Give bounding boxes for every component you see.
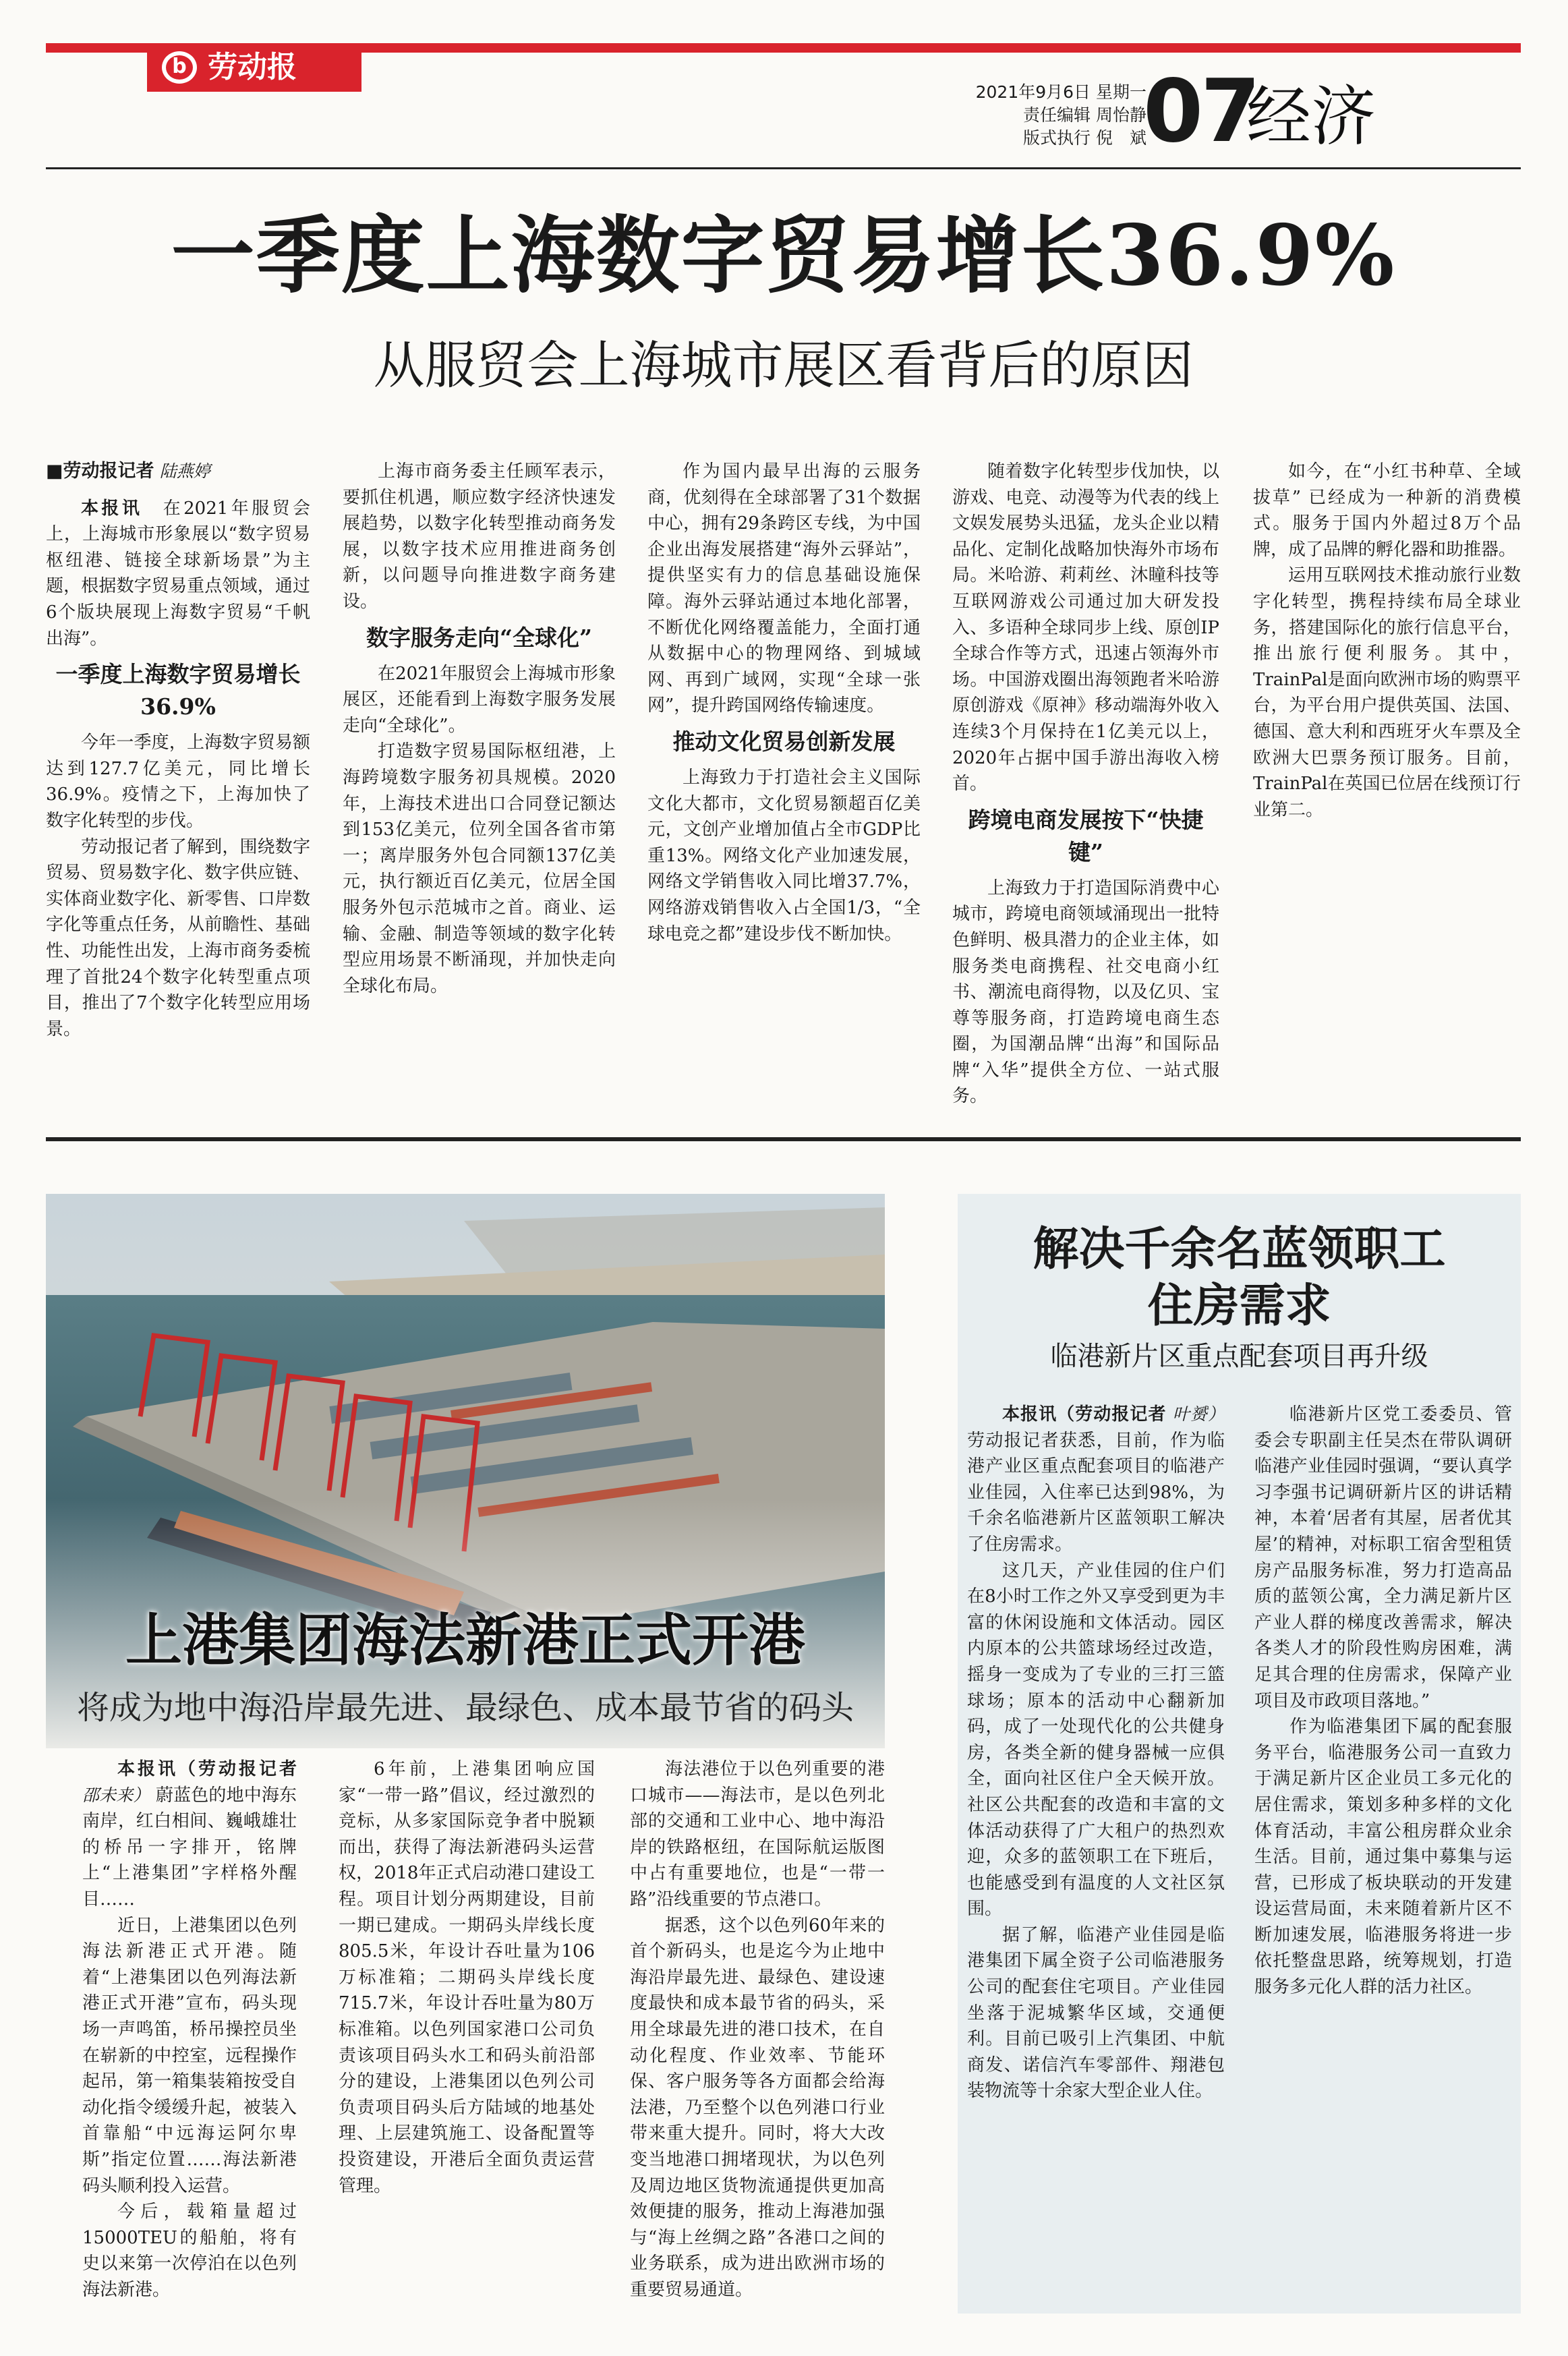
article2-lead-label: 本报讯（劳动报记者 <box>117 1759 297 1779</box>
newspaper-logo <box>147 43 361 92</box>
article2-lead-name: 邵未来） <box>82 1785 150 1805</box>
article3-headline-line2: 住房需求 <box>1147 1279 1331 1333</box>
article1-subhead: 从服贸会上海城市展区看背后的原因 <box>373 335 1194 395</box>
issue-date: 2021年9月6日 星期一 <box>975 82 1146 102</box>
logo-mark-icon: b <box>162 51 197 84</box>
article1-p9: 随着数字化转型步伐加快，以游戏、电竞、动漫等为代表的线上文娱发展势头迅猛，龙头企业以精品化、定制化战略加快海外市场布局。米哈游、莉莉丝、沐瞳科技等互联网游戏公司通过加大研发投入、多语种全球同步上线、原创IP全球合作等方式，迅速占领海外市场。中国游戏圈出海领跑者米哈游原创游戏《原神》移动端海外收入连续3个月保持在1亿美元以上，2020年占据中国手游出海收入榜首。 <box>952 461 1219 795</box>
article2-col1 <box>82 1756 297 2303</box>
logo-text: 劳动报 <box>208 50 297 84</box>
article3-col1 <box>967 1402 1225 2104</box>
issue-designer: 版式执行 倪 斌 <box>1023 128 1146 148</box>
article2-p3: 今后，载箱量超过15000TEU的船舶，将有史以来第一次停泊在以色列海法新港。 <box>82 2202 297 2300</box>
article3-p1: 劳动报记者获悉，目前，作为临港产业区重点配套项目的临港产业佳园，入住率已达到98%，为千余名临港新片区蓝领职工解决了住房需求。 <box>967 1430 1225 1555</box>
section-name: 经济 <box>1246 79 1376 154</box>
article1-p6: 打造数字贸易国际枢纽港，上海跨境数字服务初具规模。2020年，上海技术进出口合同登记额达到153亿美元，位列全国各省市第一；离岸服务外包合同额137亿美元，执行额近百亿美元，位居全国服务外包示范城市之首。商业、运输、金融、制造等领域的数字化转型应用场景不断涌现，并加快走向全球化布局。 <box>343 741 616 996</box>
article3-headline <box>971 1221 1507 1334</box>
article3-p4: 临港新片区党工委委员、管委会专职副主任吴杰在带队调研临港产业佳园时强调，“要认真学习李强书记调研新片区的讲话精神，本着‘居者有其屋，居者优其屋’的精神，对标职工宿舍型租赁房产品服务标准，努力打造高品质的蓝领公寓，全力满足新片区产业人群的梯度改善需求，解决各类人才的阶段性购房困难，满足其合理的住房需求，保障产业项目及市政项目落地。” <box>1254 1404 1512 1711</box>
article2-col3 <box>630 1756 885 2303</box>
article1-p11: 如今，在“小红书种草、全域拔草” 已经成为一种新的消费模式。服务于国内外超过8万个品牌，成了品牌的孵化器和助推器。 <box>1253 461 1521 560</box>
article1-subheading-1: 一季度上海数字贸易增长36.9% <box>55 661 301 720</box>
article1-p8: 上海致力于打造社会主义国际文化大都市，文化贸易额超百亿美元，文创产业增加值占全市GDP比重13%。网络文化产业加速发展，网络文学销售收入同比增37.7%，网络游戏销售收入占全国1/3，“全球电竞之都”建设步伐不断加快。 <box>647 767 921 944</box>
article1-col4 <box>952 459 1219 1110</box>
article1-byline-name: 陆燕婷 <box>159 461 210 481</box>
article1-col3 <box>647 459 921 947</box>
article1-p10: 上海致力于打造国际消费中心城市，跨境电商领域涌现出一批特色鲜明、极具潜力的企业主体，如服务类电商携程、社交电商小红书、潮流电商得物，以及亿贝、宝尊等服务商，打造跨境电商生态圈，为国潮品牌“出海”和国际品牌“入华”提供全方位、一站式服务。 <box>952 878 1219 1107</box>
article1-p3: 劳动报记者了解到，围绕数字贸易、贸易数字化、数字供应链、实体商业数字化、新零售、口岸数字化等重点任务，从前瞻性、基础性、功能性出发，上海市商务委梳理了首批24个数字化转型重点项目，推出了7个数字化转型应用场景。 <box>46 836 310 1039</box>
article3-subhead: 临港新片区重点配套项目再升级 <box>1050 1341 1428 1372</box>
article1-subheading-4: 跨境电商发展按下“快捷键” <box>968 806 1204 865</box>
article3-lead-label: 本报讯（劳动报记者 <box>1002 1404 1167 1425</box>
article2-subhead: 将成为地中海沿岸最先进、最绿色、成本最节省的码头 <box>76 1689 854 1727</box>
article3-p5: 作为临港集团下属的配套服务平台，临港服务公司一直致力于满足新片区企业员工多元化的居住需求，策划多种多样的文化体育活动，丰富公租房群众业余生活。目前，通过集中募集与运营，已形成了板块联动的开发建设运营局面，未来随着新片区不断加速发展，临港服务将进一步依托整盘思路，统筹规划，打造服务多元化人群的活力社区。 <box>1254 1717 1512 1998</box>
article2-p1: 蔚蓝色的地中海东南岸，红白相间、巍峨雄壮的桥吊一字排开，铭牌上“上港集团”字样格外醒目…… <box>82 1785 297 1909</box>
article1-p5: 在2021年服贸会上海城市形象展区，还能看到上海数字服务发展走向“全球化”。 <box>343 663 616 736</box>
masthead-rule <box>46 167 1521 169</box>
article2-headline: 上港集团海法新港正式开港 <box>125 1607 805 1673</box>
article1-col1 <box>46 459 310 1042</box>
article1-col5 <box>1253 459 1521 823</box>
article1-p7: 作为国内最早出海的云服务商，优刻得在全球部署了31个数据中心，拥有29条跨区专线，为中国企业出海发展搭建“海外云驿站”，提供坚实有力的信息基础设施保障。海外云驿站通过本地化部署，不断优化网络覆盖能力，全面打通从数据中心的物理网络、到城域网、再到广域网，实现“全球一张网”，提升跨国网络传输速度。 <box>647 461 921 716</box>
article1-p2: 今年一季度，上海数字贸易额达到127.7亿美元，同比增长36.9%。疫情之下，上海加快了数字化转型的步伐。 <box>46 732 310 831</box>
article2-p2: 近日，上港集团以色列海法新港正式开港。随着“上港集团以色列海法新港正式开港”宣布，码头现场一声鸣笛，桥吊操控员坐在崭新的中控室，远程操作起吊，第一箱集装箱按受自动化指令缓缓升起，被装入首靠船“中远海运阿尔卑斯”指定位置……海法新港码头顺利投入运营。 <box>82 1915 297 2196</box>
article1-p4: 上海市商务委主任顾军表示，要抓住机遇，顺应数字经济快速发展趋势，以数字化转型推动商务发展，以数字技术应用推进商务创新，以问题导向推进数字商务建设。 <box>343 461 616 612</box>
issue-editor: 责任编辑 周怡静 <box>1023 105 1146 125</box>
article1-subheading-2: 数字服务走向“全球化” <box>366 624 592 651</box>
article2-p5: 海法港位于以色列重要的港口城市——海法市，是以色列北部的交通和工业中心、地中海沿岸的铁路枢纽，在国际航运版图中占有重要地位，也是“一带一路”沿线重要的节点港口。 <box>630 1759 885 1909</box>
article1-p1: 在2021年服贸会上，上海城市形象展以“数字贸易枢纽港、链接全球新场景”为主题，根据数字贸易重点领域，通过6个版块展现上海数字贸易“千帆出海”。 <box>46 498 310 649</box>
article2-col2 <box>339 1756 595 2199</box>
article1-headline: 一季度上海数字贸易增长36.9% <box>171 207 1396 305</box>
article2-p6: 据悉，这个以色列60年来的首个新码头，也是迄今为止地中海沿岸最先进、最绿色、建设速度最快和成本最节省的码头，采用全球最先进的港口技术，在自动化程度、作业效率、节能环保、客户服务等各方面都会给海法港，乃至整个以色列港口行业带来重大提升。同时，将大大改变当地港口拥堵现状，为以色列及周边地区货物流通提供更加高效便捷的服务，推动上海港加强与“海上丝绸之路”各港口之间的业务联系，成为进出欧洲市场的重要贸易通道。 <box>630 1915 885 2300</box>
article3-lead-name: 叶赟） <box>1172 1404 1225 1424</box>
article1-p12: 运用互联网技术推动旅行业数字化转型，携程持续布局全球业务，搭建国际化的旅行信息平台，推出旅行便利服务。其中，TrainPal是面向欧洲市场的购票平台，为平台用户提供英国、法国、德国、意大利和西班牙火车票及全欧洲大巴票务预订服务。目前，TrainPal在英国已位居在线预订行业第二。 <box>1253 565 1521 820</box>
article3-col2 <box>1254 1402 1512 2001</box>
article1-lead-label: 本报讯 <box>81 498 143 519</box>
article1-subheading-3: 推动文化贸易创新发展 <box>672 728 896 755</box>
section-divider <box>46 1137 1521 1141</box>
article2-p4: 6年前，上港集团响应国家“一带一路”倡议，经过激烈的竞标，从多家国际竞争者中脱颖而出，获得了海法新港码头运营权，2018年正式启动港口建设工程。项目计划分两期建设，目前一期已建成。一期码头岸线长度805.5米，年设计吞吐量为106万标准箱；二期码头岸线长度715.7米，年设计吞吐量为80万标准箱。以色列国家港口公司负责该项目码头水工和码头前沿部分的建设，上港集团以色列公司负责项目码头后方陆域的地基处理、上层建筑施工、设备配置等投资建设，开港后全面负责运营管理。 <box>339 1759 595 2196</box>
article3-p2: 这几天，产业佳园的住户们在8小时工作之外又享受到更为丰富的休闲设施和文体活动。园区内原本的公共篮球场经过改造，摇身一变成为了专业的三打三篮球场；原本的活动中心翻新加码，成了一处现代化的公共健身房，各类全新的健身器械一应俱全，面向社区住户全天候开放。社区公共配套的改造和丰富的文体活动获得了广大租户的热烈欢迎，众多的蓝领职工在下班后，也能感受到有温度的人文社区氛围。 <box>967 1560 1225 1920</box>
article1-byline-label: ■劳动报记者 <box>46 461 154 482</box>
article3-headline-line1: 解决千余名蓝领职工 <box>1033 1222 1446 1276</box>
issue-info <box>964 81 1146 150</box>
article3-p3: 据了解，临港产业佳园是临港集团下属全资子公司临港服务公司的配套住宅项目。产业佳园坐落于泥城繁华区域，交通便利。目前已吸引上汽集团、中航商发、诺信汽车零部件、翔港包装物流等十余家大型企业人住。 <box>967 1924 1225 2102</box>
article1-col2 <box>343 459 616 999</box>
page-number: 07 <box>1143 61 1258 162</box>
